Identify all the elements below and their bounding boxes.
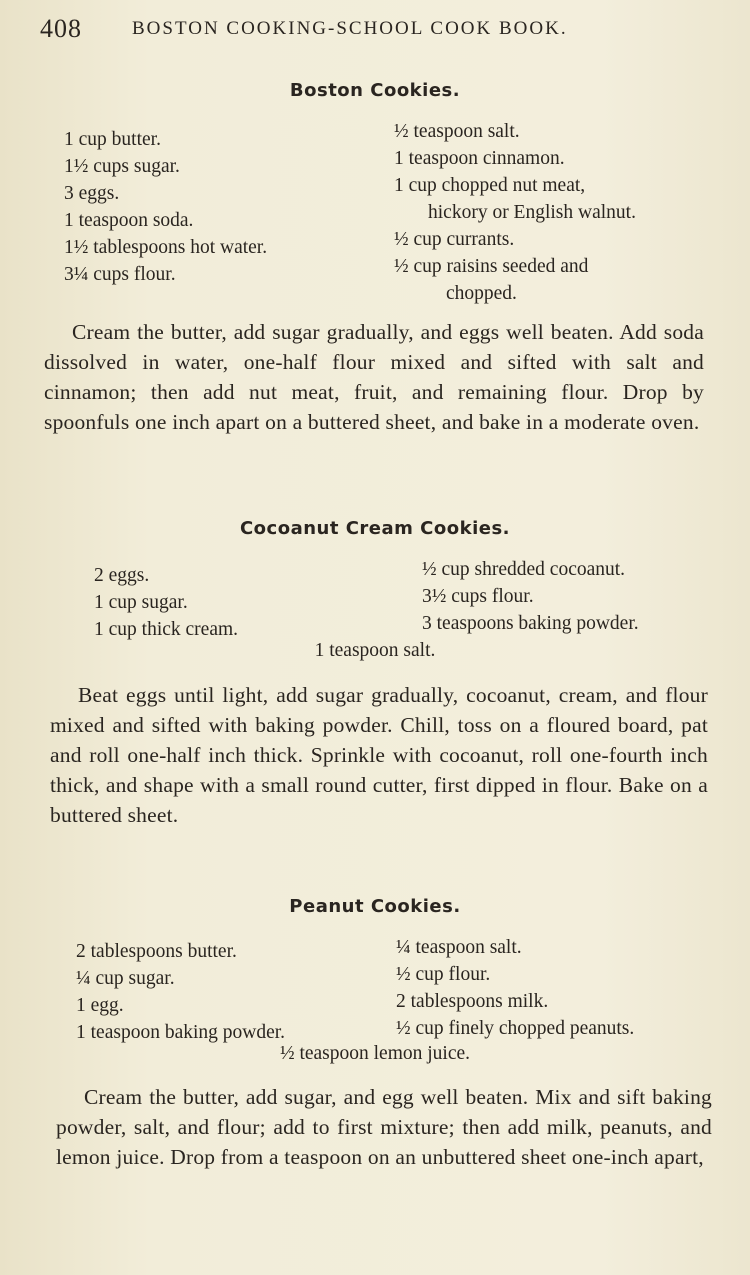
ingredient: 3½ cups flour. <box>422 586 534 607</box>
ingredient: 3 teaspoons baking powder. <box>422 613 639 634</box>
running-title: BOSTON COOKING-SCHOOL COOK BOOK. <box>132 18 568 39</box>
ingredient: 1½ cups sugar. <box>64 156 180 177</box>
ingredient: ½ cup flour. <box>396 964 491 985</box>
ingredient: 1 teaspoon baking powder. <box>76 1022 286 1043</box>
ingredient: 2 tablespoons milk. <box>396 991 549 1012</box>
recipe-title-cocoanut-cream-cookies: Cocoanut Cream Cookies. <box>239 518 511 539</box>
ingredient-centered-peanut: ½ teaspoon lemon juice. <box>279 1043 471 1064</box>
ingredient: ¼ cup sugar. <box>76 968 175 989</box>
ingredient: 1½ tablespoons hot water. <box>64 237 268 258</box>
ingredient: ½ cup currants. <box>394 229 515 250</box>
ingredient: 1 egg. <box>76 995 124 1016</box>
ingredient: 1 cup butter. <box>64 129 161 150</box>
ingredient: 1 cup chopped nut meat, <box>394 175 586 196</box>
ingredient: 1 cup thick cream. <box>94 619 239 640</box>
ingredients-left-peanut <box>76 938 285 1046</box>
ingredient: 2 eggs. <box>94 565 150 586</box>
ingredient: ½ cup finely chopped peanuts. <box>396 1018 635 1039</box>
ingredient: ¼ teaspoon salt. <box>396 937 522 958</box>
ingredient: ½ teaspoon salt. <box>394 121 520 142</box>
ingredient: 1 teaspoon soda. <box>64 210 194 231</box>
page-number: 408 <box>40 14 82 43</box>
page-header <box>40 14 720 48</box>
ingredient: 1 cup sugar. <box>94 592 188 613</box>
method-paragraph-peanut: Cream the butter, add sugar, and egg well beaten. Mix and sift baking powder, salt, and flour; add to first mixture; then add milk, peanuts, and lemon juice. Drop from a teaspoon on an unbuttered sheet one-inch apart, <box>56 1085 712 1169</box>
method-paragraph-cocoanut: Beat eggs until light, add sugar gradually, cocoanut, cream, and flour mixed and sifted with baking powder. Chill, toss on a floured board, pat and roll one-half inch thick. Sprinkle with cocoanut, roll one-fourth inch thick, and shape with a small round cutter, first dipped in flour. Bake on a buttered sheet. <box>50 683 708 827</box>
ingredient: ½ cup raisins seeded and <box>394 256 589 277</box>
ingredient: 1 teaspoon cinnamon. <box>394 148 565 169</box>
ingredient-centered-cocoanut: 1 teaspoon salt. <box>314 640 436 661</box>
ingredient: 3 eggs. <box>64 183 120 204</box>
ingredients-right-peanut <box>396 934 634 1042</box>
ingredient-continuation: chopped. <box>446 283 517 304</box>
ingredient: ½ cup shredded cocoanut. <box>422 559 626 580</box>
ingredients-right-cocoanut <box>422 556 639 637</box>
recipe-title-boston-cookies: Boston Cookies. <box>289 80 461 101</box>
ingredients-left-boston <box>64 126 267 288</box>
ingredient-continuation: hickory or English walnut. <box>428 202 636 223</box>
ingredient: 3¼ cups flour. <box>64 264 176 285</box>
ingredients-left-cocoanut <box>94 562 238 643</box>
method-paragraph-boston: Cream the butter, add sugar gradually, and eggs well beaten. Add soda dissolved in water, one-half flour mixed and sifted with salt and cinnamon; then add nut meat, fruit, and remaining flour. Drop by spoonfuls one inch apart on a buttered sheet, and bake in a moderate oven. <box>44 320 704 434</box>
ingredients-right-boston <box>394 118 636 307</box>
recipe-title-peanut-cookies: Peanut Cookies. <box>289 896 461 917</box>
ingredient: 2 tablespoons butter. <box>76 941 237 962</box>
